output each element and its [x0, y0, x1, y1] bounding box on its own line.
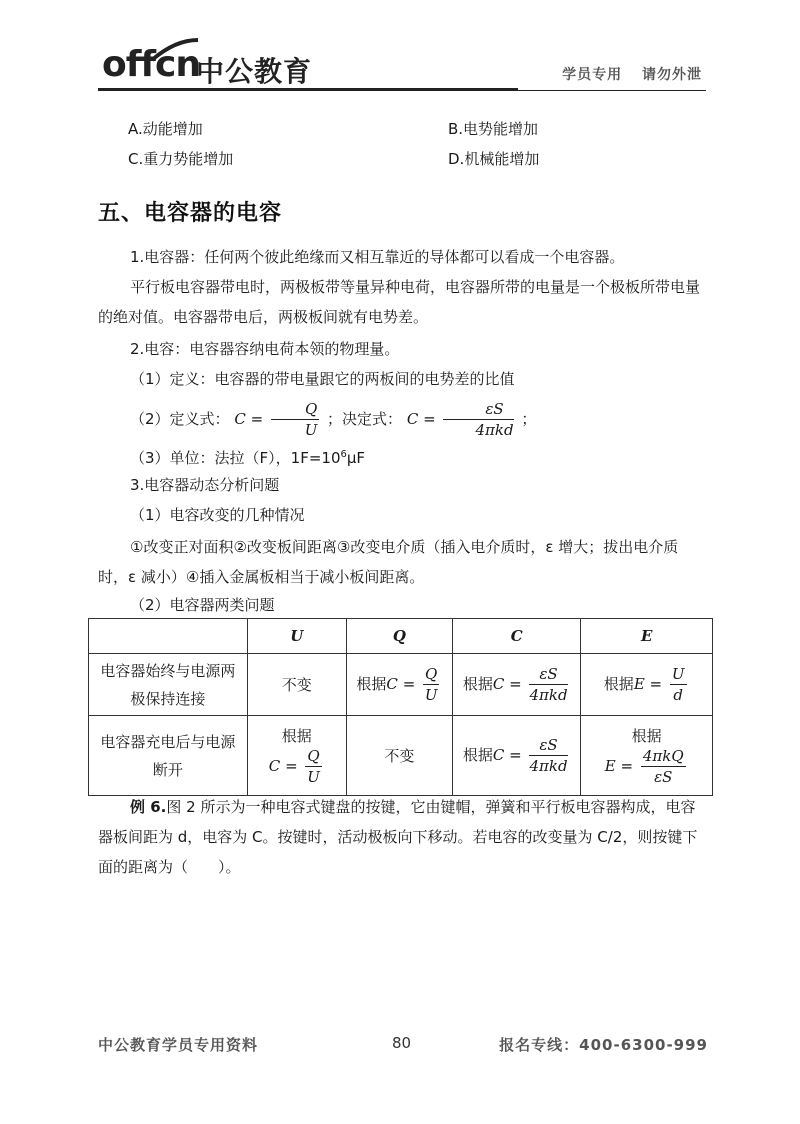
example-6 [98, 792, 708, 882]
header-tags [548, 64, 702, 84]
paragraph-definition: （1）定义：电容器的带电量跟它的两板间的电势差的比值 [130, 370, 515, 388]
footer-hotline: 报名专线：400-6300-999 [499, 1036, 708, 1054]
cell-u-formula: 根据 C = $\frac{Q}{U}$ [247, 716, 346, 796]
table-header-e: E [581, 619, 713, 654]
option-b: B.电势能增加 [448, 120, 539, 138]
fraction-es-over-4pikd: $\frac{\varepsilon S}{\text{4πkd}}$ [443, 399, 513, 440]
cell-c-formula: 根据C = $\frac{\varepsilon S}{\text{4πkd}}$ [453, 654, 581, 716]
paragraph-capacitance: 2.电容：电容器容纳电荷本领的物理量。 [130, 340, 400, 358]
header-tag-confidential: 请勿外泄 [642, 67, 702, 83]
paragraph-dynamic-analysis: 3.电容器动态分析问题 [130, 476, 280, 494]
table-header-empty [89, 619, 248, 654]
paragraph-capacitor-def: 1.电容器：任何两个彼此绝缘而又相互靠近的导体都可以看成一个电容器。 [130, 248, 625, 266]
header-rule-thin [98, 90, 706, 91]
cell-q-formula: 根据C = $\frac{Q}{U}$ [346, 654, 452, 716]
table-header-c: C [453, 619, 581, 654]
table-row [89, 654, 713, 716]
option-c: C.重力势能增加 [128, 150, 234, 168]
logo-latin: offcn [102, 44, 201, 85]
table-row [89, 716, 713, 796]
fraction-q-over-u: $\frac{Q}{U}$ [271, 399, 319, 440]
table-header-row [89, 619, 713, 654]
row-label-disconnected: 电容器充电后与电源断开 [89, 716, 248, 796]
paragraph-change-cases: （1）电容改变的几种情况 [130, 506, 305, 524]
cell-e-formula: 根据E = $\frac{U}{d}$ [581, 654, 713, 716]
option-d: D.机械能增加 [448, 150, 540, 168]
footer-left: 中公教育学员专用资料 [98, 1036, 259, 1054]
logo-chinese: 中公教育 [196, 55, 313, 88]
page-number: 80 [392, 1034, 412, 1052]
table-header-u: U [247, 619, 346, 654]
paragraph-change-list: ①改变正对面积②改变板间距离③改变电介质（插入电介质时，ε 增大；拔出电介质时，ε 减小）④插入金属板相当于减小板间距离。 [98, 538, 679, 586]
cell-u-constant: 不变 [247, 654, 346, 716]
cell-q-constant: 不变 [346, 716, 452, 796]
cell-c-formula-2: 根据C = $\frac{\varepsilon S}{\text{4πkd}}$ [453, 716, 581, 796]
example-label: 例 6. [130, 798, 167, 816]
capacitor-table [88, 618, 713, 796]
paragraph-two-problems: （2）电容器两类问题 [130, 596, 275, 614]
logo-swoosh-icon [150, 38, 200, 62]
row-label-connected: 电容器始终与电源两极保持连接 [89, 654, 248, 716]
paragraph-parallel-plate: 平行板电容器带电时，两极板带等量异种电荷，电容器所带的电量是一个极板所带电量的绝对值。电容器带电后，两极板间就有电势差。 [98, 278, 701, 326]
cell-e-formula-2: 根据 E = $\frac{\text{4πkQ}}{\varepsilon S}$ [581, 716, 713, 796]
paragraph-unit: （3）单位：法拉（F），$1F=10^6\mu F$ [130, 449, 366, 467]
option-a: A.动能增加 [128, 120, 203, 138]
paragraph-formulas: （2）定义式： C = $\frac{Q}{U}$ ；决定式： C = $\frac{\varepsilon S}{\text{4πkd}}$ ； [130, 400, 537, 439]
table-header-q: Q [346, 619, 452, 654]
example-text: 图 2 所示为一种电容式键盘的按键，它由键帽，弹簧和平行板电容器构成，电容器板间距为 d，电容为 C。按键时，活动极板向下移动。若电容的改变量为 C/2，则按键下面的距离为（ ）。 [98, 798, 698, 876]
header-tag-student: 学员专用 [562, 67, 623, 83]
section-title: 五、电容器的电容 [98, 201, 283, 226]
